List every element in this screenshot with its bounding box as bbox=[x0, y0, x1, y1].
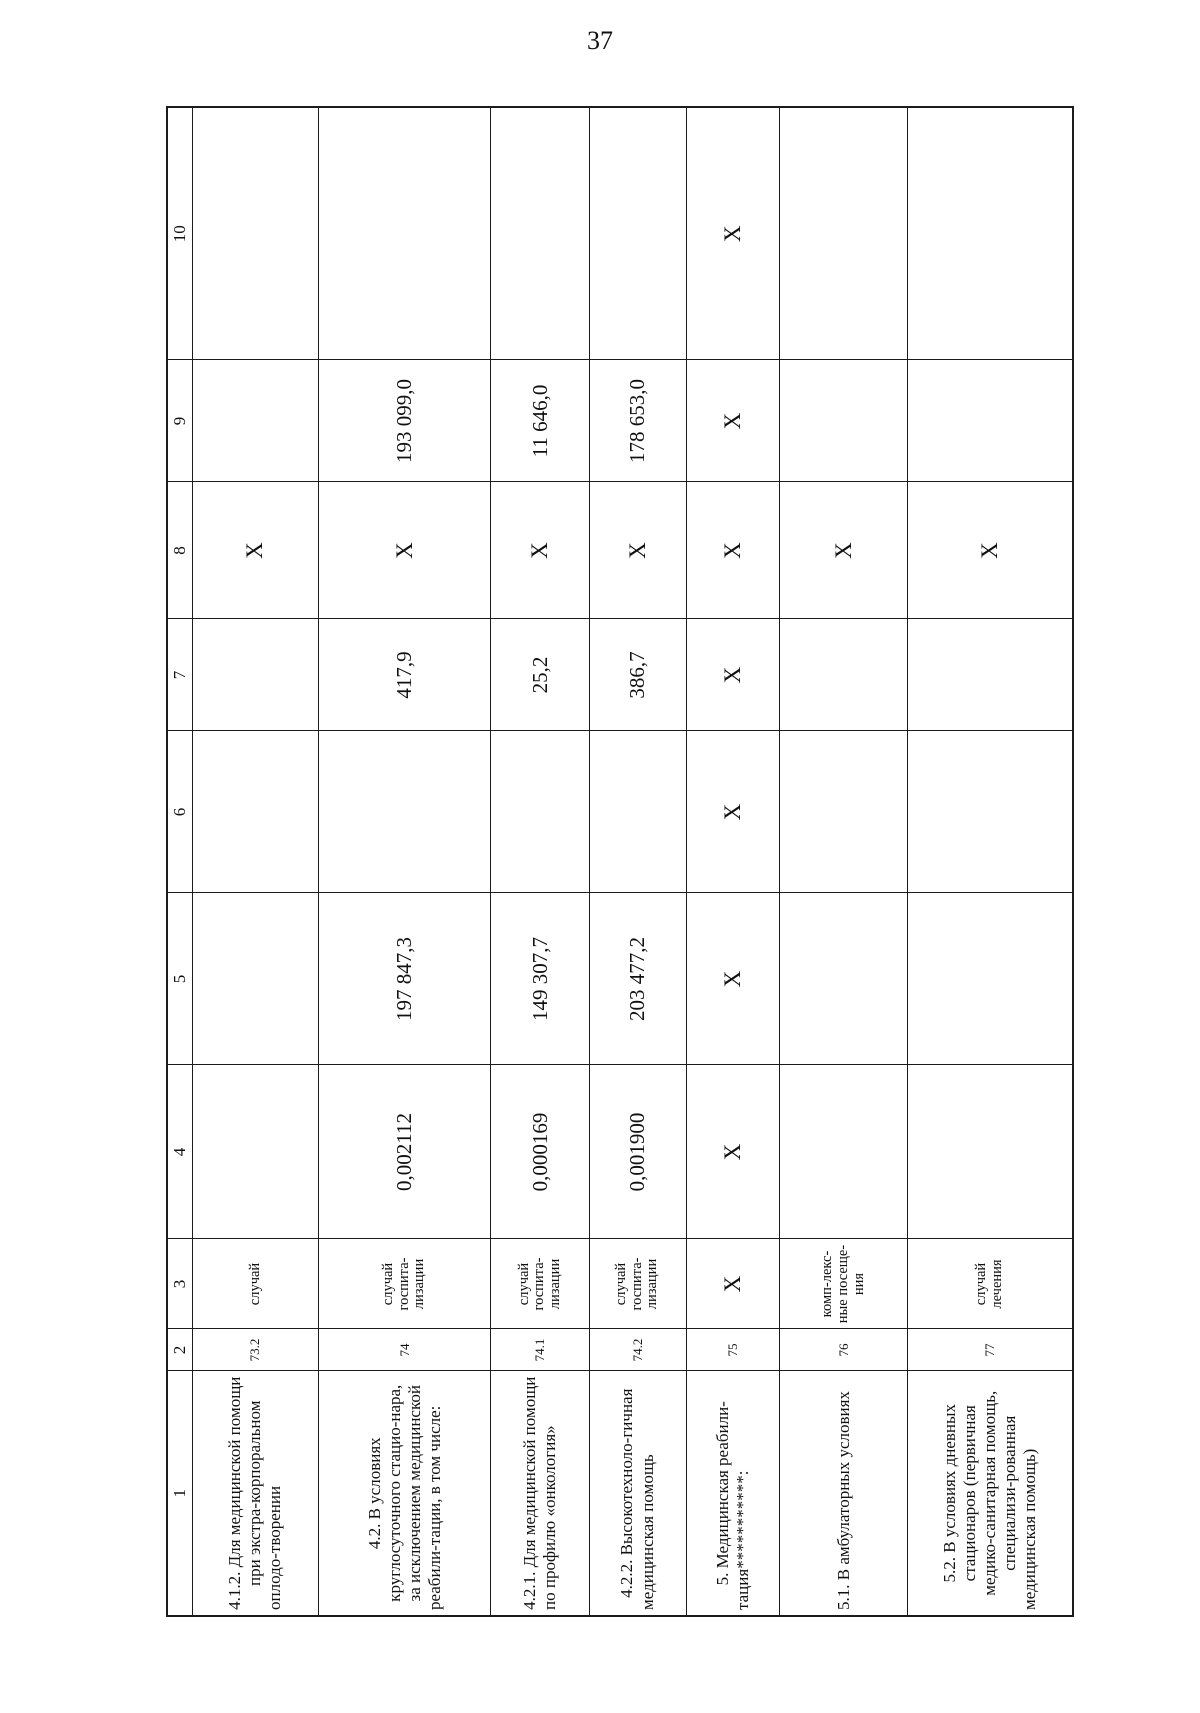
row-name-cell: 5.2. В условиях дневных стационаров (первичная медико-санитарная помощь, специализи-рованная медицинская помощь) bbox=[908, 1371, 1073, 1616]
value-cell bbox=[491, 107, 589, 360]
value-cell bbox=[780, 619, 908, 731]
value-cell bbox=[908, 360, 1073, 482]
header-cell: 6 bbox=[167, 731, 193, 893]
row-code-cell: 77 bbox=[908, 1329, 1073, 1371]
header-cell: 10 bbox=[167, 107, 193, 360]
value-cell bbox=[589, 107, 686, 360]
table-row bbox=[908, 107, 1073, 1616]
value-cell: X bbox=[686, 482, 780, 619]
value-cell bbox=[780, 107, 908, 360]
header-cell: 3 bbox=[167, 1239, 193, 1329]
header-cell: 2 bbox=[167, 1329, 193, 1371]
value-cell: X bbox=[780, 482, 908, 619]
table-row bbox=[491, 107, 589, 1616]
value-cell: 193 099,0 bbox=[318, 360, 491, 482]
value-cell bbox=[589, 731, 686, 893]
row-name-cell: 4.2.1. Для медицинской помощи по профилю «онкология» bbox=[491, 1371, 589, 1616]
value-cell: X bbox=[491, 482, 589, 619]
value-cell bbox=[908, 107, 1073, 360]
value-cell bbox=[908, 893, 1073, 1065]
row-code-cell: 74.2 bbox=[589, 1329, 686, 1371]
value-cell bbox=[780, 360, 908, 482]
row-name-cell: 5.1. В амбулаторных условиях bbox=[780, 1371, 908, 1616]
value-cell bbox=[193, 1065, 319, 1239]
value-cell: 203 477,2 bbox=[589, 893, 686, 1065]
header-row bbox=[167, 107, 193, 1616]
value-cell: 386,7 bbox=[589, 619, 686, 731]
value-cell bbox=[193, 893, 319, 1065]
row-name-cell: 4.1.2. Для медицинской помощи при экстра-корпоральном оплодо-творении bbox=[193, 1371, 319, 1616]
value-cell: 149 307,7 bbox=[491, 893, 589, 1065]
value-cell: X bbox=[686, 1065, 780, 1239]
value-cell bbox=[780, 731, 908, 893]
row-unit-cell: случай лечения bbox=[908, 1239, 1073, 1329]
value-cell bbox=[193, 107, 319, 360]
table-row bbox=[780, 107, 908, 1616]
row-name-cell: 5. Медицинская реабили-тация***********: bbox=[686, 1371, 780, 1616]
value-cell: X bbox=[686, 731, 780, 893]
row-code-cell: 76 bbox=[780, 1329, 908, 1371]
header-cell: 5 bbox=[167, 893, 193, 1065]
value-cell bbox=[193, 619, 319, 731]
row-unit-cell: случай госпита-лизации bbox=[318, 1239, 491, 1329]
row-unit-cell: комп-лекс-ные посеще-ния bbox=[780, 1239, 908, 1329]
value-cell: 11 646,0 bbox=[491, 360, 589, 482]
value-cell: X bbox=[589, 482, 686, 619]
row-unit-cell: случай госпита-лизации bbox=[491, 1239, 589, 1329]
value-cell bbox=[780, 893, 908, 1065]
value-cell: 25,2 bbox=[491, 619, 589, 731]
table-row bbox=[193, 107, 319, 1616]
row-unit-cell: случай bbox=[193, 1239, 319, 1329]
row-code-cell: 75 bbox=[686, 1329, 780, 1371]
page-number: 37 bbox=[587, 26, 613, 55]
rotated-table-container bbox=[166, 108, 1074, 1617]
value-cell: X bbox=[193, 482, 319, 619]
table-row bbox=[318, 107, 491, 1616]
value-cell: 178 653,0 bbox=[589, 360, 686, 482]
value-cell: 197 847,3 bbox=[318, 893, 491, 1065]
value-cell: X bbox=[686, 893, 780, 1065]
header-cell: 8 bbox=[167, 482, 193, 619]
row-code-cell: 74.1 bbox=[491, 1329, 589, 1371]
value-cell: 0,000169 bbox=[491, 1065, 589, 1239]
value-cell bbox=[908, 619, 1073, 731]
value-cell: 417,9 bbox=[318, 619, 491, 731]
header-cell: 7 bbox=[167, 619, 193, 731]
value-cell: X bbox=[686, 360, 780, 482]
value-cell bbox=[908, 731, 1073, 893]
row-name-cell: 4.2.2. Высокотехноло-гичная медицинская помощь bbox=[589, 1371, 686, 1616]
value-cell: X bbox=[686, 107, 780, 360]
header-cell: 1 bbox=[167, 1371, 193, 1616]
row-code-cell: 73.2 bbox=[193, 1329, 319, 1371]
medical-care-table bbox=[166, 106, 1074, 1617]
row-name-cell: 4.2. В условиях круглосуточного стацио-нара, за исключением медицинской реабили-тации, в том числе: bbox=[318, 1371, 491, 1616]
value-cell bbox=[491, 731, 589, 893]
row-code-cell: 74 bbox=[318, 1329, 491, 1371]
value-cell bbox=[193, 731, 319, 893]
table-row bbox=[589, 107, 686, 1616]
value-cell bbox=[193, 360, 319, 482]
value-cell bbox=[908, 1065, 1073, 1239]
value-cell: X bbox=[908, 482, 1073, 619]
value-cell: 0,002112 bbox=[318, 1065, 491, 1239]
value-cell: 0,001900 bbox=[589, 1065, 686, 1239]
value-cell bbox=[318, 107, 491, 360]
value-cell: X bbox=[686, 619, 780, 731]
value-cell: X bbox=[318, 482, 491, 619]
table-row bbox=[686, 107, 780, 1616]
row-unit-cell: случай госпита-лизации bbox=[589, 1239, 686, 1329]
value-cell bbox=[780, 1065, 908, 1239]
header-cell: 4 bbox=[167, 1065, 193, 1239]
value-cell bbox=[318, 731, 491, 893]
row-unit-cell: X bbox=[686, 1239, 780, 1329]
header-cell: 9 bbox=[167, 360, 193, 482]
